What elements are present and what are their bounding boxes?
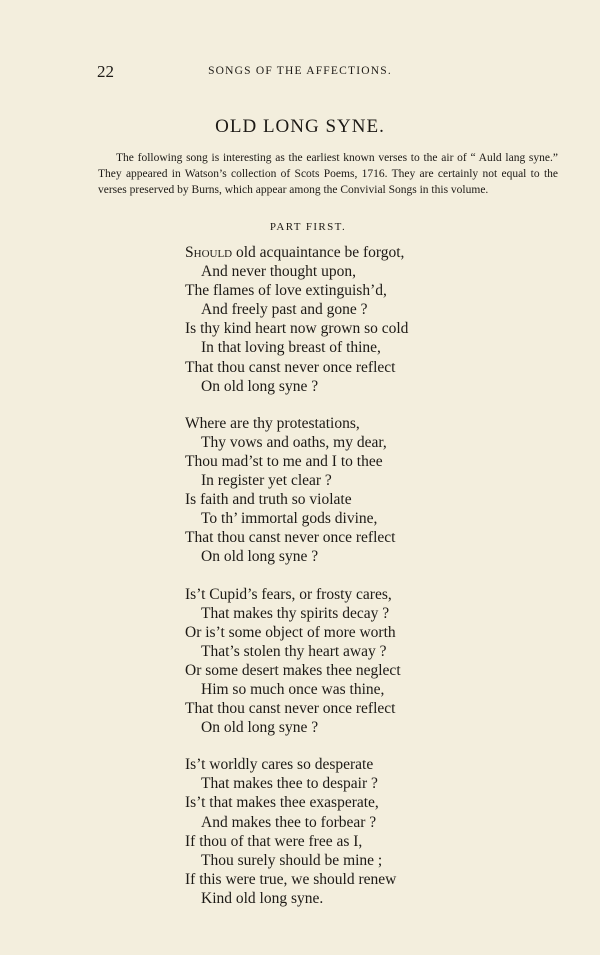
poem-line: That makes thy spirits decay ? <box>201 604 390 622</box>
poem-line: In register yet clear ? <box>201 472 332 490</box>
poem-line: That thou canst never once reflect <box>185 700 396 718</box>
poem-line: That makes thee to despair ? <box>201 775 378 793</box>
poem-line: The flames of love extinguish’d, <box>185 282 387 300</box>
poem-line: Thy vows and oaths, my dear, <box>201 433 387 451</box>
page-number: 22 <box>97 62 114 81</box>
stanza <box>185 585 565 738</box>
poem-line: If thou of that were free as I, <box>185 832 363 850</box>
stanza <box>185 243 565 396</box>
poem-line: That thou canst never once reflect <box>185 358 396 376</box>
line-text: old acquaintance be forgot, <box>232 244 405 261</box>
poem <box>185 243 565 926</box>
stanza <box>185 414 565 567</box>
poem-line: If this were true, we should renew <box>185 870 397 888</box>
poem-line: On old long syne ? <box>201 548 319 566</box>
poem-line: Is’t worldly cares so desperate <box>185 756 374 774</box>
intro-note: The following song is interesting as the earliest known verses to the air of “ Auld lang syne.” They appeared in Watson’s collection of Scots Poems, 1716. They are certainly not equal to the verses preserved by Burns, which appear among the Convivial Songs in this volume. <box>98 152 558 196</box>
song-title: OLD LONG SYNE. <box>215 116 385 137</box>
part-heading: PART FIRST. <box>269 221 347 233</box>
poem-line: Him so much once was thine, <box>201 680 385 698</box>
poem-line: Or is’t some object of more worth <box>185 623 396 641</box>
poem-line: Kind old long syne. <box>201 889 324 907</box>
poem-line: And makes thee to forbear ? <box>201 813 377 831</box>
poem-line: Or some desert makes thee neglect <box>185 661 401 679</box>
poem-line: Thou surely should be mine ; <box>201 851 383 869</box>
poem-line: Thou mad’st to me and I to thee <box>185 452 383 470</box>
running-title: SONGS OF THE AFFECTIONS. <box>208 65 392 77</box>
poem-line: That’s stolen thy heart away ? <box>201 642 387 660</box>
poem-line: That thou canst never once reflect <box>185 529 396 547</box>
poem-line: Is’t Cupid’s fears, or frosty cares, <box>185 585 392 603</box>
poem-line <box>185 243 565 262</box>
poem-line: And freely past and gone ? <box>201 301 368 319</box>
poem-line: To th’ immortal gods divine, <box>201 510 378 528</box>
poem-line: On old long syne ? <box>201 719 319 737</box>
poem-line: In that loving breast of thine, <box>201 339 381 357</box>
drop-word: Should <box>185 244 233 261</box>
poem-line: Is faith and truth so violate <box>185 491 352 509</box>
poem-line: Is’t that makes thee exasperate, <box>185 794 379 812</box>
poem-line: And never thought upon, <box>201 263 356 281</box>
poem-line: On old long syne ? <box>201 377 319 395</box>
poem-line: Is thy kind heart now grown so cold <box>185 320 409 338</box>
stanza <box>185 755 565 908</box>
poem-line: Where are thy protestations, <box>185 414 360 432</box>
running-head <box>0 62 600 84</box>
